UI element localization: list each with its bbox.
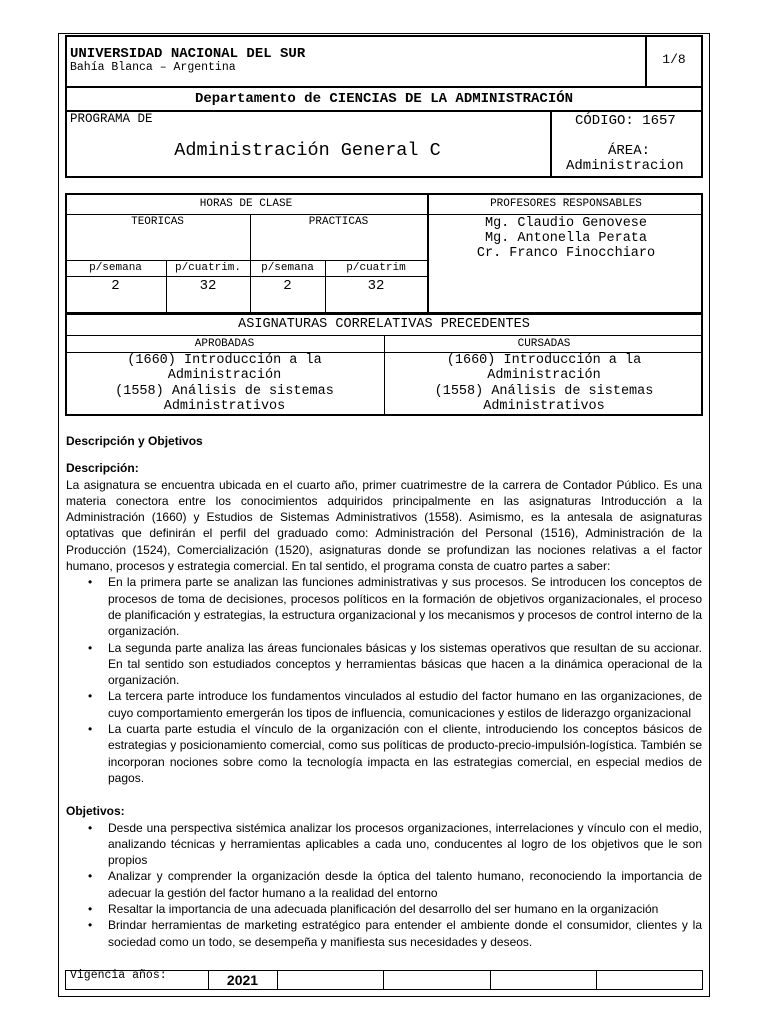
- theory-term-value: 32: [199, 278, 217, 294]
- list-item: • En la primera parte se analizan las funciones administrativas y sus procesos. Se introducen los conceptos de procesos de toma de decisiones, procesos políticos en la formación de objetivos organizacionales, el proceso de planificación y estrategias, la estructura organizacional y los mecanismos y procesos de control interno de la organización.: [66, 574, 702, 639]
- list-item: • La segunda parte analiza las áreas funcionales básicas y los sistemas operativos que resultan de su accionar. En tal sentido son estudiados conceptos y herramientas básicas que hacen a la dinámica operacional de la organización.: [66, 640, 702, 689]
- professor-2: Mg. Antonella Perata: [484, 231, 648, 246]
- description-list: [66, 574, 702, 786]
- taken-line-4: Administrativos: [483, 399, 605, 414]
- university-city: Bahía Blanca – Argentina: [70, 61, 236, 74]
- taken-line-2: Administración: [487, 368, 601, 383]
- hours-title: HORAS DE CLASE: [199, 198, 293, 210]
- section-title: Descripción y Objetivos: [66, 434, 203, 448]
- theory-label: TEORICAS: [131, 216, 184, 228]
- validity-year: 2021: [226, 972, 259, 988]
- approved-line-1: (1660) Introducción a la: [127, 353, 322, 368]
- taken-line-3: (1558) Análisis de sistemas: [434, 384, 654, 399]
- practice-label: PRACTICAS: [308, 216, 369, 228]
- approved-line-4: Administrativos: [163, 399, 286, 414]
- professor-3: Cr. Franco Finocchiaro: [476, 246, 656, 261]
- taken-line-1: (1660) Introducción a la: [446, 353, 642, 368]
- university-name: UNIVERSIDAD NACIONAL DEL SUR: [70, 46, 306, 62]
- validity-label: Vigencia años:: [70, 969, 167, 982]
- course-code: CÓDIGO: 1657: [575, 113, 676, 129]
- theory-term-label: p/cuatrim.: [174, 262, 241, 274]
- practice-week-label: p/semana: [261, 262, 314, 274]
- description-title: Descripción:: [66, 461, 139, 476]
- list-item: • La tercera parte introduce los fundamentos vinculados al estudio del factor humano en las organizaciones, de cuyo comportamiento emergerán los tipos de influencia, comunicaciones y estilos de liderazgo organizacional: [66, 688, 702, 721]
- description-text: La asignatura se encuentra ubicada en el cuarto año, primer cuatrimestre de la carrera de Contador Público. Es una materia conectora entre los conocimientos adquiridos principalmente en las asignaturas Introducción a la Administración (1660) y Estudios de Sistemas Administrativos (1558). Asimismo, es la antesala de asignaturas optativas que definirán el perfil del graduado como: Administración del Personal (1516), Administración de la Producción (1524), Comercialización (1520), asignaturas donde se profundizan las nociones relativas a el factor humano, procesos y estrategia comercial. En tal sentido, el programa consta de cuatro partes a saber:: [66, 477, 702, 574]
- professor-1: Mg. Claudio Genovese: [484, 216, 648, 231]
- area-label: ÁREA:: [608, 143, 651, 159]
- approved-line-2: Administración: [167, 368, 282, 383]
- list-item: • Resaltar la importancia de una adecuada planificación del desarrollo del ser humano en la organización: [66, 901, 702, 917]
- objectives-title: Objetivos:: [66, 804, 125, 819]
- objectives-list: [66, 820, 702, 950]
- description-section: [66, 433, 702, 950]
- list-item: • Analizar y comprender la organización desde la óptica del talento humano, reconociendo la importancia de adecuar la gestión del factor humano a la realidad del entorno: [66, 868, 702, 901]
- professors-title: PROFESORES RESPONSABLES: [490, 198, 642, 210]
- approved-line-3: (1558) Análisis de sistemas: [115, 384, 334, 399]
- theory-week-value: 2: [111, 278, 120, 294]
- practice-term-value: 32: [367, 278, 385, 294]
- list-item: • Brindar herramientas de marketing estratégico para entender el ambiente donde el consumidor, clientes y la sociedad como un todo, se desempeña y manifiesta sus necesidades y deseos.: [66, 917, 702, 950]
- practice-term-label: p/cuatrim: [346, 262, 406, 274]
- approved-label: APROBADAS: [194, 338, 255, 350]
- list-item: • Desde una perspectiva sistémica analizar los procesos organizaciones, interrelaciones y vínculo con el medio, analizando técnicas y herramientas aplicables a cada uno, conducentes al logro de los objetivos que le son propios: [66, 820, 702, 869]
- taken-label: CURSADAS: [517, 338, 571, 350]
- page-number: 1/8: [662, 52, 686, 67]
- area-value: Administracion: [566, 158, 684, 174]
- program-label: PROGRAMA DE: [70, 112, 153, 126]
- course-title: Administración General C: [174, 140, 441, 161]
- department-title: Departamento de CIENCIAS DE LA ADMINISTRACIÓN: [194, 91, 574, 107]
- practice-week-value: 2: [283, 278, 292, 294]
- list-item: • La cuarta parte estudia el vínculo de la organización con el cliente, introduciendo los conceptos básicos de estrategias y posicionamiento comercial, como sus políticas de producto-precio-impulsión-logística. También se incorporan nociones sobre como la tecnología impacta en las estrategias comercial, en especial medios de pagos.: [66, 721, 702, 786]
- correlatives-title: ASIGNATURAS CORRELATIVAS PRECEDENTES: [238, 317, 530, 332]
- theory-week-label: p/semana: [89, 262, 142, 274]
